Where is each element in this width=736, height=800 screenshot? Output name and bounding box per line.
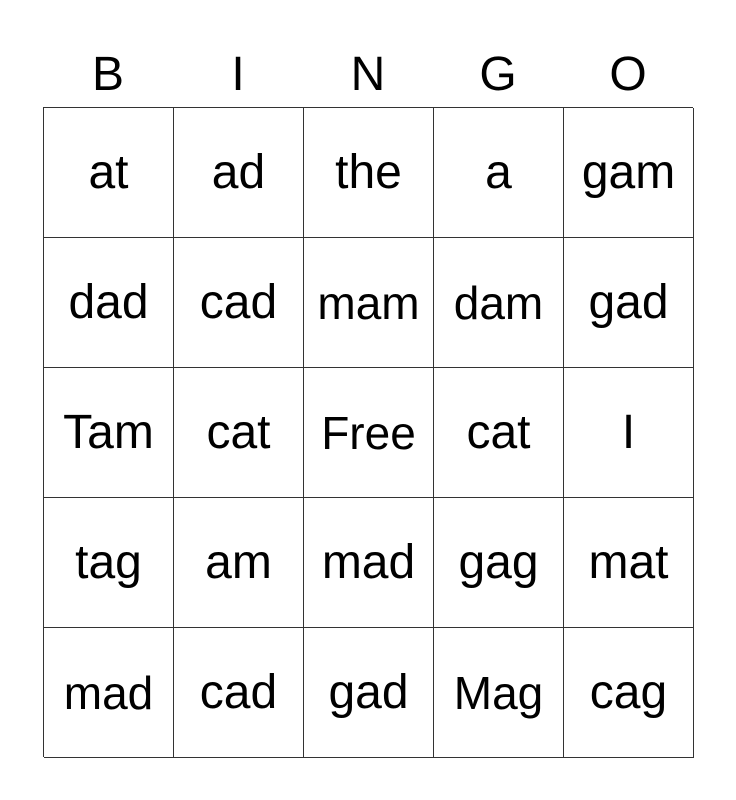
bingo-cell-r3-c5[interactable]: I (564, 368, 694, 498)
header-letter-i: I (231, 48, 245, 101)
bingo-cell-r1-c4[interactable]: a (434, 108, 564, 238)
bingo-cell-r4-c2[interactable]: am (174, 498, 304, 628)
bingo-cell-r2-c3[interactable]: mam (304, 238, 434, 368)
bingo-cell-r1-c5[interactable]: gam (564, 108, 694, 238)
bingo-cell-r3-c2[interactable]: cat (174, 368, 304, 498)
bingo-cell-r1-c3[interactable]: the (304, 108, 434, 238)
bingo-cell-r4-c4[interactable]: gag (434, 498, 564, 628)
bingo-cell-r2-c4[interactable]: dam (434, 238, 564, 368)
bingo-board (43, 107, 693, 757)
bingo-cell-r2-c5[interactable]: gad (564, 238, 694, 368)
bingo-cell-free[interactable]: Free (304, 368, 434, 498)
bingo-cell-r1-c2[interactable]: ad (174, 108, 304, 238)
bingo-cell-r5-c1[interactable]: mad (44, 628, 174, 758)
bingo-header (43, 44, 693, 106)
bingo-cell-r2-c1[interactable]: dad (44, 238, 174, 368)
header-letter-g: G (479, 48, 517, 101)
bingo-cell-r3-c4[interactable]: cat (434, 368, 564, 498)
bingo-cell-r3-c1[interactable]: Tam (44, 368, 174, 498)
header-letter-n: N (350, 48, 386, 101)
bingo-cell-r5-c3[interactable]: gad (304, 628, 434, 758)
header-letter-o: O (609, 48, 647, 101)
bingo-cell-r4-c5[interactable]: mat (564, 498, 694, 628)
bingo-cell-r4-c3[interactable]: mad (304, 498, 434, 628)
bingo-cell-r1-c1[interactable]: at (44, 108, 174, 238)
header-letter-b: B (91, 48, 124, 101)
bingo-cell-r5-c2[interactable]: cad (174, 628, 304, 758)
bingo-cell-r4-c1[interactable]: tag (44, 498, 174, 628)
bingo-cell-r5-c5[interactable]: cag (564, 628, 694, 758)
bingo-cell-r5-c4[interactable]: Mag (434, 628, 564, 758)
bingo-cell-r2-c2[interactable]: cad (174, 238, 304, 368)
